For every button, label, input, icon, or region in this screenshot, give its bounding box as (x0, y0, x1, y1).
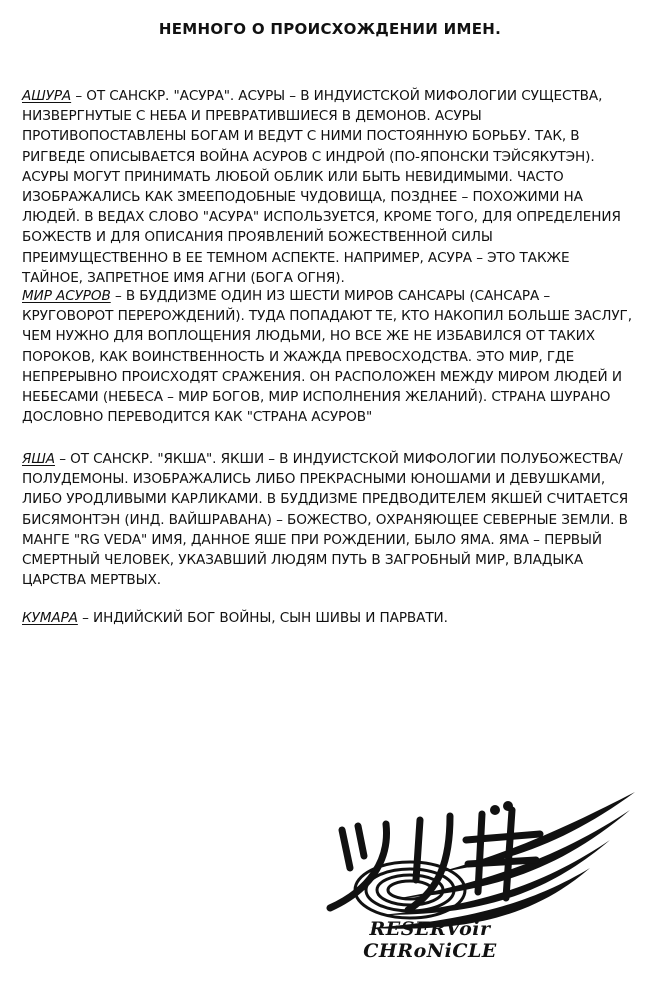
entry-text: ОТ САНСКР. "АСУРА". АСУРЫ – В ИНДУИСТСКОЙ МИФОЛОГИИ СУЩЕСТВА, НИЗВЕРГНУТЫЕ С НЕБА И ПРЕВРАТИВШИЕСЯ В ДЕМОНОВ. АСУРЫ ПРОТИВОПОСТАВЛЕНЫ БОГАМ И ВЕДУТ С НИМИ ПОСТОЯННУЮ БОРЬБУ. ТАК, В РИГВЕДЕ ОПИСЫВАЕТСЯ ВОЙНА АСУРОВ С ИНДРОЙ (ПО-ЯПОНСКИ ТЭЙСЯКУТЭН). АСУРЫ МОГУТ ПРИНИМАТЬ ЛЮБОЙ ОБЛИК ИЛИ БЫТЬ НЕВИДИМЫМИ. ЧАСТО ИЗОБРАЖАЛИСЬ КАК ЗМЕЕПОДОБНЫЕ ЧУДОВИЩА, ПОЗДНЕЕ – ПОХОЖИМИ НА ЛЮДЕЙ. В ВЕДАХ СЛОВО "АСУРА" ИСПОЛЬЗУЕТСЯ, КРОМЕ ТОГО, ДЛЯ ОПРЕДЕЛЕНИЯ БОЖЕСТВ И ДЛЯ ОПИСАНИЯ ПРОЯВЛЕНИЙ БОЖЕСТВЕННОЙ СИЛЫ ПРЕИМУЩЕСТВЕННО В ЕЕ ТЕМНОМ АСПЕКТЕ. НАПРИМЕР, АСУРА – ЭТО ТАКЖЕ ТАЙНОЕ, ЗАПРЕТНОЕ ИМЯ АГНИ (БОГА ОГНЯ). (22, 88, 621, 286)
entry-mir-asurov (22, 286, 634, 427)
entry-separator: – (77, 610, 93, 626)
entry-text: ИНДИЙСКИЙ БОГ ВОЙНЫ, СЫН ШИВЫ И ПАРВАТИ. (93, 610, 448, 626)
entry-text: В БУДДИЗМЕ ОДИН ИЗ ШЕСТИ МИРОВ САНСАРЫ (САНСАРА – КРУГОВОРОТ ПЕРЕРОЖДЕНИЙ). ТУДА ПОПАДАЮТ ТЕ, КТО НАКОПИЛ БОЛЬШЕ ЗАСЛУГ, ЧЕМ НУЖНО ДЛЯ ВОПЛОЩЕНИЯ ЛЮДЬМИ, НО ВСЕ ЖЕ НЕ ИЗБАВИЛСЯ ОТ ТАКИХ ПОРОКОВ, КАК ВОИНСТВЕННОСТЬ И ЖАЖДА ПРЕВОСХОДСТВА. ЭТО МИР, ГДЕ НЕПРЕРЫВНО ПРОИСХОДЯТ СРАЖЕНИЯ. ОН РАСПОЛОЖЕН МЕЖДУ МИРОМ ЛЮДЕЙ И НЕБЕСАМИ (НЕБЕСА – МИР БОГОВ, МИР ИСПОЛНЕНИЯ ЖЕЛАНИЙ). СТРАНА ШУРАНО ДОСЛОВНО ПЕРЕВОДИТСЯ КАК "СТРАНА АСУРОВ" (22, 288, 632, 426)
entry-term: ЯША (22, 451, 55, 467)
entry-term: КУМАРА (22, 610, 78, 626)
logo-caption: RESERVoir CHRoNiCLE (363, 918, 497, 962)
entry-text: ОТ САНСКР. "ЯКША". ЯКШИ – В ИНДУИСТСКОЙ МИФОЛОГИИ ПОЛУБОЖЕСТВА/ПОЛУДЕМОНЫ. ИЗОБРАЖАЛИСЬ ЛИБО ПРЕКРАСНЫМИ ЮНОШАМИ И ДЕВУШКАМИ, ЛИБО УРОДЛИВЫМИ КАРЛИКАМИ. В БУДДИЗМЕ ПРЕДВОДИТЕЛЕМ ЯКШЕЙ СЧИТАЕТСЯ БИСЯМОНТЭН (ИНД. ВАЙШРАВАНА) – БОЖЕСТВО, ОХРАНЯЮЩЕЕ СЕВЕРНЫЕ ЗЕМЛИ. В МАНГЕ "RG VEDA" ИМЯ, ДАННОЕ ЯШЕ ПРИ РОЖДЕНИИ, БЫЛО ЯМА. ЯМА – ПЕРВЫЙ СМЕРТНЫЙ ЧЕЛОВЕК, УКАЗАВШИЙ ЛЮДЯМ ПУТЬ В ЗАГРОБНЫЙ МИР, ВЛАДЫКА ЦАРСТВА МЕРТВЫХ. (22, 451, 629, 589)
entry-separator: – (71, 88, 87, 104)
entry-separator: – (110, 288, 126, 304)
entry-term: МИР АСУРОВ (22, 288, 111, 304)
entry-yasha (22, 449, 634, 590)
dakuten-dot (503, 801, 513, 811)
entry-ashura (22, 86, 634, 288)
dakuten-dot (490, 805, 500, 815)
page-title: НЕМНОГО О ПРОИСХОЖДЕНИИ ИМЕН. (158, 20, 502, 38)
entry-term: АШУРА (22, 88, 72, 104)
katakana-strokes (330, 810, 540, 910)
entry-kumara (22, 608, 634, 628)
entry-separator: – (54, 451, 71, 467)
